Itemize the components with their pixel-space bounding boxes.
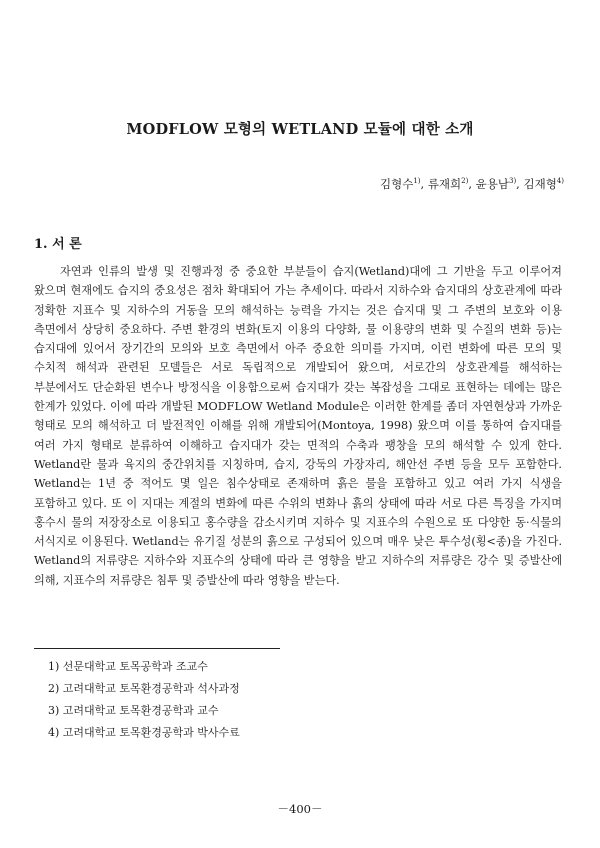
author-footnote-mark: 3) xyxy=(508,177,517,186)
author-name: 윤용남 xyxy=(475,177,509,191)
footnote-item: 4) 고려대학교 토목환경공학과 박사수료 xyxy=(48,726,240,739)
author-name: 류재희 xyxy=(427,177,462,191)
page-number: －400－ xyxy=(277,802,323,816)
author-separator: , xyxy=(468,177,476,191)
author-separator: , xyxy=(420,177,428,191)
author-footnote-mark: 4) xyxy=(556,177,564,186)
body-paragraph: 자연과 인류의 발생 및 진행과정 중 중요한 부분들이 습지(Wetland)대에 그 기반을 두고 이루어져 왔으며 현재에도 습지의 중요성은 점차 확대되어 가는 추세이다. 따라서 지하수와 습지대의 상호관계에 따라 정확한 지표수 및 지하수의 거동을 모의 해석하는 능력을 가지는 것은 습지대 및 그 주변의 보호와 이용 측면에서 상당히 중요하다. 주변 환경의 변화(토지 이용의 다양화, 물 이용량의 변화 및 수질의 변화 등)는 습지대에 있어서 장기간의 모의와 보호 측면에서 아주 중요한 의미를 가지며, 이런 변화에 따른 모의 및 수치적 해석과 관련된 모델들은 서로 독립적으로 개발되어 왔으며, 서로간의 상호관계를 해석하는 부분에서도 단순화된 변수나 방정식을 이용함으로써 습지대가 갖는 복잡성을 그대로 표현하는 데에는 많은 한계가 있었다. 이에 따라 개발된 MODFLOW Wetland Module은 이러한 한계를 좀더 자연현상과 가까운 형태로 모의 해석하고 더 발전적인 이해를 위해 개발되어(Montoya, 1998) 왔으며 이를 통하여 습지대를 여러 가지 형태로 분류하여 이해하고 습지대가 갖는 면적의 수축과 팽창을 모의 해석할 수 있게 한다. Wetland란 물과 육지의 중간위치를 지칭하며, 습지, 강둑의 가장자리, 해안선 주변 등을 모두 포함한다. Wetland는 1년 중 적어도 몇 일은 침수상태로 존재하며 흙은 물을 포함하고 있고 여러 가지 식생을 포함하고 있다. 또 이 지대는 계절의 변화에 따른 수위의 변화나 흙의 상태에 따라 서로 다른 특징을 가지며 홍수시 물의 저장장소로 이용되고 홍수량을 감소시키며 지하수 및 지표수의 수원으로 또 다양한 동·식물의 서식지로 이용된다. Wetland는 유기질 성분의 흙으로 구성되어 있으며 매우 낮은 투수성(횡<종)을 가진다. Wetland의 저류량은 지하수와 지표수의 상태에 따라 큰 영향을 받고 지하수의 저류량은 강수 및 증발산에 의해, 지표수의 저류량은 침투 및 증발산에 따라 영향을 받는다. xyxy=(34,265,562,587)
footnote-divider xyxy=(34,648,280,649)
author-name: 김형수 xyxy=(380,177,414,191)
author-footnote-mark: 1) xyxy=(413,177,421,186)
footnote-item: 2) 고려대학교 토목환경공학과 석사과정 xyxy=(48,682,240,695)
author-footnote-mark: 2) xyxy=(461,177,469,186)
author-name: 김재형 xyxy=(523,177,557,191)
footnote-item: 3) 고려대학교 토목환경공학과 교수 xyxy=(48,704,219,717)
footnote-item: 1) 선문대학교 토목공학과 조교수 xyxy=(48,660,208,673)
section-heading: 1. 서 론 xyxy=(34,237,82,252)
author-separator: , xyxy=(516,177,524,191)
author-list xyxy=(380,176,564,192)
footnote-list xyxy=(48,656,240,744)
paper-title: MODFLOW 모형의 WETLAND 모듈에 대한 소개 xyxy=(126,121,474,138)
